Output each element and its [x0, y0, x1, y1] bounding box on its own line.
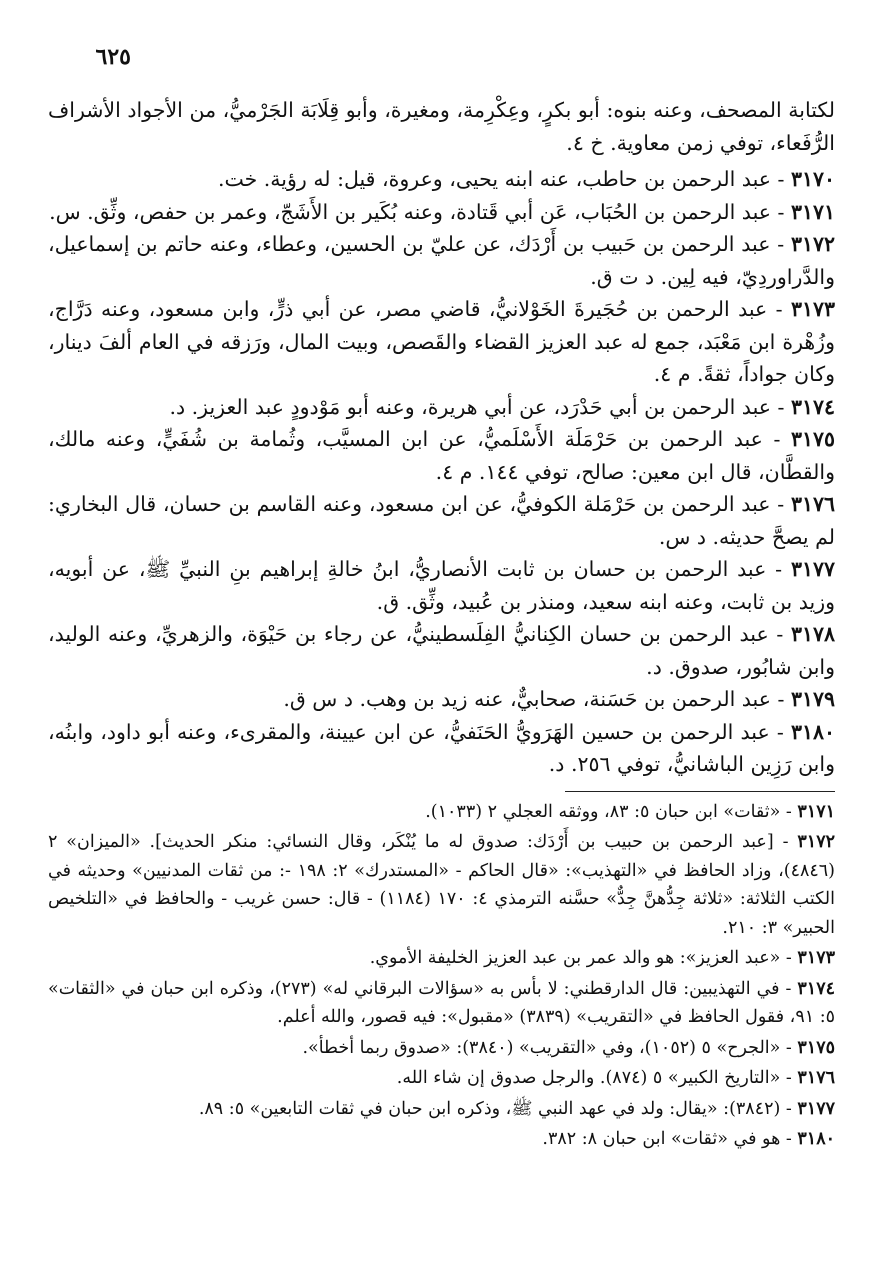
entry-text: عبد الرحمن بن حَسَنة، صحابيٌّ، عنه زيد بن وهب. د س ق.	[283, 687, 771, 711]
entry-3174: ٣١٧٤ - عبد الرحمن بن أبي حَدْرَد، عن أبي هريرة، وعنه أبو مَوْدودٍ عبد العزيز. د.	[169, 394, 835, 419]
footnote-3171: ٣١٧١ - «ثقات» ابن حبان ٥: ٨٣، ووثقه العجلي ٢ (١٠٣٣).	[425, 801, 835, 822]
entry-3178: ٣١٧٨ - عبد الرحمن بن حسان الكِنانيُّ الفِلَسطينيُّ، عن رجاء بن حَيْوَة، والزهريِّ، وعنه الوليد، وابن شابُور، صدوق. د.	[48, 622, 835, 679]
entry-number: ٣١٧٤	[790, 394, 835, 419]
entry-number: ٣١٧٨	[790, 622, 835, 646]
entry-number: ٣١٧٧	[790, 557, 835, 581]
continuation-paragraph: لكتابة المصحف، وعنه بنوه: أبو بكرٍ، وعِكْرِمة، ومغيرة، وأبو قِلَابَة الجَرْميُّ، من الأجواد الأشراف الرُّفَعاء، توفي زمن معاوية. خ ٤.	[48, 98, 835, 155]
footnote-text: في التهذيبين: قال الدارقطني: لا بأس به «سؤالات البرقاني له» (٢٧٣)، وذكره ابن حبان في «الثقات» ٥: ٩١، فقول الحافظ في «التقريب» (٣٨٣٩) «مقبول»: فيه قصور، والله أعلم.	[48, 978, 835, 1027]
footnotes	[48, 798, 835, 1154]
entry-text: عبد الرحمن بن حُجَيرةَ الخَوْلانيُّ، قاضي مصر، عن أبي ذرٍّ، وابن مسعود، وعنه دَرَّاج، وزُهْرة ابن مَعْبَد، جمع له عبد العزيز القضاء والقَصص، وبيت المال، ورَزقه في العام ألفَ دينار، وكان جواداً، ثقةً. م ٤.	[48, 297, 835, 386]
footnote-3175: ٣١٧٥ - «الجرح» ٥ (١٠٥٢)، وفي «التقريب» (٣٨٤٠): «صدوق ربما أخطأ».	[302, 1037, 835, 1058]
entry-number: ٣١٧٠	[790, 167, 835, 191]
footnote-3176: ٣١٧٦ - «التاريخ الكبير» ٥ (٨٧٤). والرجل صدوق إن شاء الله.	[396, 1068, 835, 1088]
footnote-3177: ٣١٧٧ - (٣٨٤٢): «يقال: ولد في عهد النبي ﷺ، وذكره ابن حبان في ثقات التابعين» ٥: ٨٩.	[198, 1098, 835, 1119]
footnote-text: (٣٨٤٢): «يقال: ولد في عهد النبي ﷺ، وذكره ابن حبان في ثقات التابعين» ٥: ٨٩.	[198, 1098, 781, 1119]
entry-3176: ٣١٧٦ - عبد الرحمن بن حَرْمَلة الكوفيُّ، عن ابن مسعود، وعنه القاسم بن حسان، قال البخاري: لم يصحَّ حديثه. د س.	[48, 492, 835, 549]
footnote-number: ٣١٧٦	[797, 1068, 835, 1088]
entry-text: عبد الرحمن بن حَرْمَلَة الأَسْلَميُّ، عن ابن المسيَّب، وثُمامة بن شُفَيٍّ، وعنه مالك، والقطَّان، قال ابن معين: صالح، توفي ١٤٤. م ٤.	[48, 427, 835, 484]
footnote-divider	[565, 791, 835, 792]
entry-3177: ٣١٧٧ - عبد الرحمن بن حسان بن ثابت الأنصاريُّ، ابنُ خالةِ إبراهيم بنِ النبيِّ ﷺ، عن أبويه، وزيد بن ثابت، وعنه ابنه سعيد، ومنذر بن عُبيد، وثِّق. ق.	[48, 557, 835, 614]
entry-number: ٣١٧٦	[790, 492, 835, 516]
entry-text: عبد الرحمن بن حاطب، عنه ابنه يحيى، وعروة، قيل: له رؤية. خت.	[217, 167, 771, 191]
entry-number: ٣١٧٣	[790, 297, 835, 321]
footnote-number: ٣١٧٧	[797, 1098, 835, 1119]
entry-text: عبد الرحمن بن الحُبَاب، عَن أبي قَتادة، وعنه بُكَير بن الأَشَجّ، وعمر بن حفص، وثِّق. س.	[49, 199, 771, 224]
footnote-text: «عبد العزيز»: هو والد عمر بن عبد العزيز الخليفة الأموي.	[369, 948, 781, 968]
entry-3179: ٣١٧٩ - عبد الرحمن بن حَسَنة، صحابيٌّ، عنه زيد بن وهب. د س ق.	[283, 687, 835, 711]
footnote-3180: ٣١٨٠ - هو في «ثقات» ابن حبان ٨: ٣٨٢.	[542, 1129, 835, 1149]
entry-text: عبد الرحمن بن حَرْمَلة الكوفيُّ، عن ابن مسعود، وعنه القاسم بن حسان، قال البخاري: لم يصحَّ حديثه. د س.	[48, 492, 835, 549]
entry-3171: ٣١٧١ - عبد الرحمن بن الحُبَاب، عَن أبي قَتادة، وعنه بُكَير بن الأَشَجّ، وعمر بن حفص، وثِّق. س.	[49, 199, 835, 224]
footnote-3172: ٣١٧٢ - [عبد الرحمن بن حبيب بن أَرْدَك: صدوق له ما يُنْكَر، وقال النسائي: منكر الحديث]. «الميزان» ٢ (٤٨٤٦)، وزاد الحافظ في «التهذيب»: «قال الحاكم - «المستدرك» ٢: ١٩٨ -: من ثقات المدنيين» وحديثه في الكتب الثلاثة: «ثلاثة جِدُّهنَّ جِدٌّ» حسَّنه الترمذي ٤: ١٧٠ (١١٨٤) - قال: حسن غريب - والحافظ في «التلخيص الحبير» ٣: ٢١٠.	[48, 832, 835, 938]
entry-number: ٣١٧٥	[790, 427, 835, 451]
entry-text: عبد الرحمن بن حسين الهَرَويُّ الحَنَفيُّ، عن ابن عيينة، والمقرىء، وعنه أبو داود، وابنُه، وابن رَزِين الباشانيُّ، توفي ٢٥٦. د.	[48, 719, 835, 776]
entry-3175: ٣١٧٥ - عبد الرحمن بن حَرْمَلَة الأَسْلَميُّ، عن ابن المسيَّب، وثُمامة بن شُفَيٍّ، وعنه مالك، والقطَّان، قال ابن معين: صالح، توفي ١٤٤. م ٤.	[48, 427, 835, 484]
entry-text: عبد الرحمن بن حسان بن ثابت الأنصاريُّ، ابنُ خالةِ إبراهيم بنِ النبيِّ ﷺ، عن أبويه، وزيد بن ثابت، وعنه ابنه سعيد، ومنذر بن عُبيد، وثِّق. ق.	[48, 557, 835, 614]
entry-3180: ٣١٨٠ - عبد الرحمن بن حسين الهَرَويُّ الحَنَفيُّ، عن ابن عيينة، والمقرىء، وعنه أبو داود، وابنُه، وابن رَزِين الباشانيُّ، توفي ٢٥٦. د.	[48, 719, 835, 776]
entry-text: عبد الرحمن بن حَبيب بن أَرْدَك، عن عليّ بن الحسين، وعطاء، وعنه حاتم بن إسماعيل، والدَّراوردِيّ، فيه لِين. د ت ق.	[48, 232, 835, 289]
entry-3170: ٣١٧٠ - عبد الرحمن بن حاطب، عنه ابنه يحيى، وعروة، قيل: له رؤية. خت.	[217, 167, 835, 191]
entry-3173: ٣١٧٣ - عبد الرحمن بن حُجَيرةَ الخَوْلانيُّ، قاضي مصر، عن أبي ذرٍّ، وابن مسعود، وعنه دَرَّاج، وزُهْرة ابن مَعْبَد، جمع له عبد العزيز القضاء والقَصص، وبيت المال، ورَزقه في العام ألفَ دينار، وكان جواداً، ثقةً. م ٤.	[48, 297, 835, 386]
main-text	[48, 94, 835, 781]
footnote-text: «التاريخ الكبير» ٥ (٨٧٤). والرجل صدوق إن شاء الله.	[396, 1068, 781, 1088]
footnote-text: «الجرح» ٥ (١٠٥٢)، وفي «التقريب» (٣٨٤٠): «صدوق ربما أخطأ».	[302, 1037, 781, 1058]
entry-text: عبد الرحمن بن حسان الكِنانيُّ الفِلَسطينيُّ، عن رجاء بن حَيْوَة، والزهريِّ، وعنه الوليد، وابن شابُور، صدوق. د.	[48, 622, 835, 679]
entry-number: ٣١٧٩	[790, 687, 835, 711]
footnote-number: ٣١٧٣	[797, 948, 835, 968]
entry-number: ٣١٧١	[790, 199, 835, 224]
footnote-text: «ثقات» ابن حبان ٥: ٨٣، ووثقه العجلي ٢ (١٠٣٣).	[425, 801, 781, 822]
footnote-number: ٣١٧٢	[797, 832, 835, 852]
entry-text: عبد الرحمن بن أبي حَدْرَد، عن أبي هريرة، وعنه أبو مَوْدودٍ عبد العزيز. د.	[169, 394, 771, 419]
entry-number: ٣١٨٠	[790, 719, 835, 744]
page-number: ٦٢٥	[95, 44, 131, 70]
entry-3172: ٣١٧٢ - عبد الرحمن بن حَبيب بن أَرْدَك، عن عليّ بن الحسين، وعطاء، وعنه حاتم بن إسماعيل، والدَّراوردِيّ، فيه لِين. د ت ق.	[48, 232, 835, 289]
footnote-number: ٣١٧١	[797, 801, 835, 822]
footnote-text: هو في «ثقات» ابن حبان ٨: ٣٨٢.	[542, 1129, 781, 1149]
footnote-3174: ٣١٧٤ - في التهذيبين: قال الدارقطني: لا بأس به «سؤالات البرقاني له» (٢٧٣)، وذكره ابن حبان في «الثقات» ٥: ٩١، فقول الحافظ في «التقريب» (٣٨٣٩) «مقبول»: فيه قصور، والله أعلم.	[48, 978, 836, 1027]
entry-number: ٣١٧٢	[790, 232, 835, 256]
footnote-3173: ٣١٧٣ - «عبد العزيز»: هو والد عمر بن عبد العزيز الخليفة الأموي.	[369, 948, 835, 968]
footnote-number: ٣١٧٥	[797, 1037, 835, 1058]
footnote-number: ٣١٧٤	[797, 978, 836, 999]
footnote-text: [عبد الرحمن بن حبيب بن أَرْدَك: صدوق له ما يُنْكَر، وقال النسائي: منكر الحديث]. «الميزان» ٢ (٤٨٤٦)، وزاد الحافظ في «التهذيب»: «قال الحاكم - «المستدرك» ٢: ١٩٨ -: من ثقات المدنيين» وحديثه في الكتب الثلاثة: «ثلاثة جِدُّهنَّ جِدٌّ» حسَّنه الترمذي ٤: ١٧٠ (١١٨٤) - قال: حسن غريب - والحافظ في «التلخيص الحبير» ٣: ٢١٠.	[48, 832, 835, 938]
footnote-number: ٣١٨٠	[797, 1129, 835, 1149]
